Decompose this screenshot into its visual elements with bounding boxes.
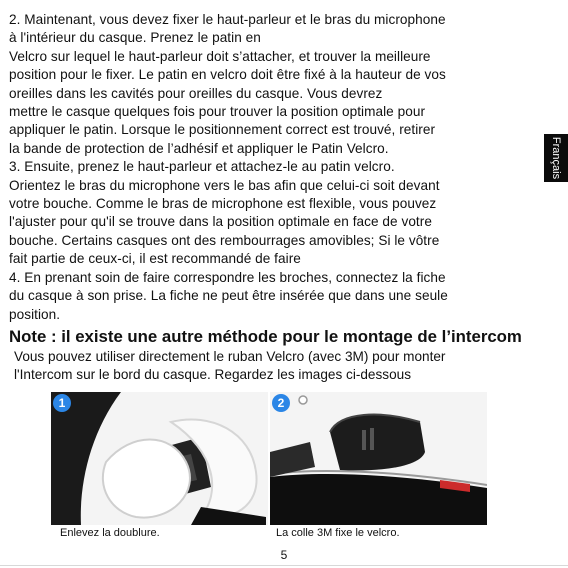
caption-photo-2: La colle 3M fixe le velcro. xyxy=(276,527,400,539)
photo-3m-velcro xyxy=(270,392,487,525)
page-number: 5 xyxy=(280,548,288,562)
language-tab xyxy=(544,134,568,182)
caption-photo-1: Enlevez la doublure. xyxy=(60,527,160,539)
step-number-badge-1: 1 xyxy=(53,394,71,412)
step-4-paragraph: 4. En prenant soin de faire correspondre les broches, connectez la fiche du casque à son prise. La fiche ne peut être insérée que dans une seule position. xyxy=(9,269,448,322)
step-number-badge-2: 2 xyxy=(272,394,290,412)
instructions-text xyxy=(9,11,539,324)
photo-remove-liner xyxy=(51,392,268,525)
step-2-paragraph: 2. Maintenant, vous devez fixer le haut-parleur et le bras du microphone à l'intérieur du casque. Prenez le patin en Velcro sur lequel le haut-parleur doit s’attacher, et trouver la meilleure position pour le fixer. Le patin en velcro doit être fixé à la hauteur de vos oreilles dans les cavités pour oreilles du casque. Vous devrez mettre le casque quelques fois pour trouver la position optimale pour appliquer le patin. Lorsque le positionnement correct est trouvé, retirer la bande de protection de l’adhésif et appliquer le Patin Velcro. xyxy=(9,12,446,156)
photo-1-illustration xyxy=(51,392,268,525)
language-label: Français xyxy=(550,136,562,180)
photo-2-illustration xyxy=(270,392,487,525)
note-body: Vous pouvez utiliser directement le ruban Velcro (avec 3M) pour monter l'Intercom sur le bord du casque. Regardez les images ci-dessous xyxy=(14,349,446,383)
step-3-paragraph: 3. Ensuite, prenez le haut-parleur et attachez-le au patin velcro. Orientez le bras du microphone vers le bas afin que celui-ci soit devant votre bouche. Comme le bras de microphone est flexible, vous pouvez l'ajuster pour qu'il se trouve dans la position optimale en face de votre bouche. Certains casques ont des rembourrages amovibles; Si le vôtre fait partie de ceux-ci, il est recommandé de faire xyxy=(9,159,440,267)
bottom-divider xyxy=(0,565,568,566)
note-title: Note : il existe une autre méthode pour le montage de l’intercom xyxy=(9,327,522,346)
